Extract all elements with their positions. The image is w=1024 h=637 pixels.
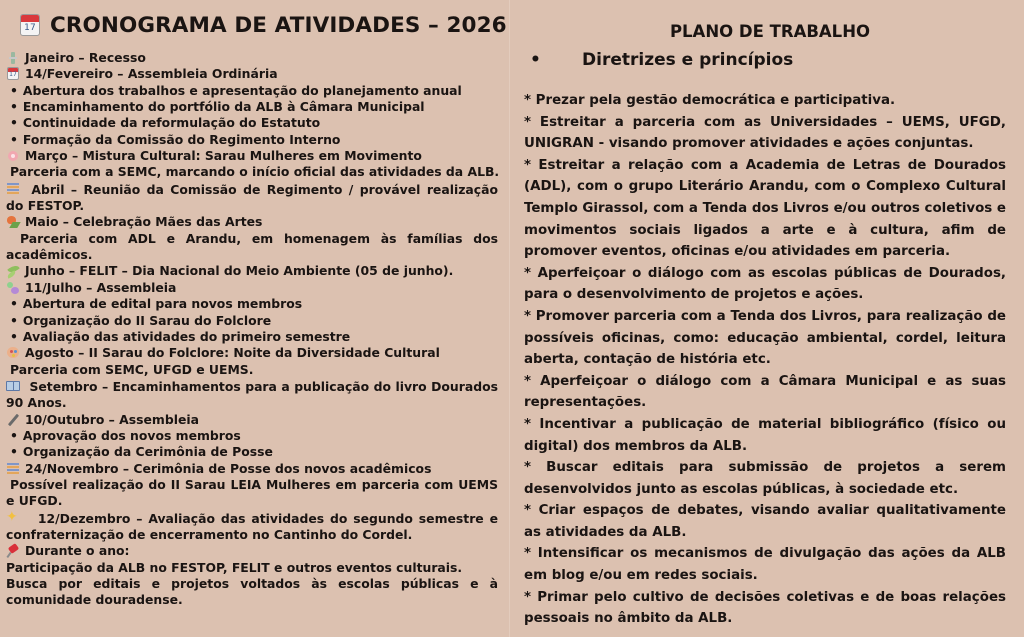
entry-maio: Maio – Celebração Mães das Artes — [6, 214, 498, 230]
cronograma-title — [20, 8, 507, 42]
entry-detail: Busca por editais e projetos voltados às escolas públicas e à comunidade douradense. — [6, 576, 498, 608]
plano-subtitle — [520, 46, 1006, 74]
palette-icon — [6, 346, 20, 360]
bouquet-icon — [6, 215, 20, 229]
calendar-icon: 17 — [6, 67, 20, 81]
bullet-item: • Aprovação dos novos membros — [10, 427, 241, 443]
entry-abril: Abril – Reunião da Comissão de Regimento / provável realização do FESTOP. — [6, 181, 498, 214]
sparkle-icon — [6, 511, 20, 525]
flower-icon — [6, 149, 20, 163]
entry-detail: Parceria com a SEMC, marcando o início oficial das atividades da ALB. — [10, 164, 500, 180]
candle-icon — [6, 51, 20, 65]
entry-detail: Possível realização do II Sarau LEIA Mulheres em parceria com UEMS e UFGD. — [6, 476, 498, 509]
bullet-item: • Formação da Comissão do Regimento Interno — [10, 131, 341, 147]
plano-title: PLANO DE TRABALHO — [669, 22, 871, 41]
hearts-icon — [6, 281, 20, 295]
cronograma-list — [6, 50, 498, 609]
plano-item: * Aperfeiçoar o diálogo com a Câmara Municipal e as suas representações. — [524, 373, 1006, 411]
plano-item: * Incentivar a publicação de material bibliográfico (físico ou digital) dos membros da ALB. — [524, 416, 1006, 454]
plano-item: * Estreitar a parceria com as Universidades – UEMS, UFGD, UNIGRAN - visando promover atividades e ações conjuntas. — [524, 114, 1006, 152]
entry-outubro: 10/Outubro – Assembleia — [6, 412, 498, 428]
leaf-icon — [6, 264, 20, 278]
bullet-item: • Abertura de edital para novos membros — [10, 296, 303, 312]
entry-julho: 11/Julho – Assembleia — [6, 280, 498, 296]
plano-list — [520, 90, 1006, 630]
entry-durante-o-ano: Durante o ano: — [6, 543, 498, 559]
bullet-icon: • — [530, 50, 541, 70]
plano-item: * Estreitar a relação com a Academia de Letras de Dourados (ADL), com o grupo Literário Arandu, com o Complexo Cultural Templo Girassol, com a Tenda dos Livros e/ou outros coletivos e movimentos sociais ligados a arte e à cultura, afim de promover eventos, oficinas e/ou atividades em parceria. — [524, 157, 1006, 260]
book-icon — [6, 379, 20, 393]
bullet-item: • Organização da Cerimônia de Posse — [10, 444, 273, 460]
entry-setembro: Setembro – Encaminhamentos para a publicação do livro Dourados 90 Anos. — [6, 378, 498, 411]
entry-junho: Junho – FELIT – Dia Nacional do Meio Ambiente (05 de junho). — [6, 263, 498, 279]
calendar-icon: 17 — [20, 14, 40, 36]
cronograma-title-text: CRONOGRAMA DE ATIVIDADES – 2026 — [50, 12, 507, 38]
entry-marco: Março – Mistura Cultural: Sarau Mulheres em Movimento — [6, 148, 498, 164]
plano-item: * Primar pelo cultivo de decisões coletivas e de boas relações pessoais no âmbito da ALB. — [524, 589, 1006, 627]
pen-icon — [6, 413, 20, 427]
entry-detail: Parceria com ADL e Arandu, em homenagem às famílias dos acadêmicos. — [6, 230, 498, 263]
plano-item: * Intensificar os mecanismos de divulgação das ações da ALB em blog e/ou em redes sociais. — [524, 546, 1006, 584]
plano-item: * Aperfeiçoar o diálogo com as escolas públicas de Dourados, para o desenvolvimento de projetos e ações. — [524, 265, 1006, 303]
entry-detail: Participação da ALB no FESTOP, FELIT e outros eventos culturais. — [6, 559, 463, 575]
entry-fevereiro: 17 14/Fevereiro – Assembleia Ordinária — [6, 66, 498, 82]
entry-agosto: Agosto – II Sarau do Folclore: Noite da Diversidade Cultural — [6, 345, 498, 361]
plano-item: * Promover parceria com a Tenda dos Livros, para realização de possíveis oficinas, como: educação ambiental, cordel, leitura aberta, contação de história etc. — [524, 308, 1006, 368]
entry-janeiro: Janeiro – Recesso — [6, 50, 498, 66]
entry-novembro: 24/Novembro – Cerimônia de Posse dos novos acadêmicos — [6, 461, 498, 477]
books-icon — [6, 182, 20, 196]
bullet-item: • Organização do II Sarau do Folclore — [10, 312, 272, 328]
plano-item: * Prezar pela gestão democrática e participativa. — [524, 93, 896, 108]
entry-dezembro: ✦ 12/Dezembro – Avaliação das atividades do segundo semestre e confraternização de encerramento no Cantinho do Cordel. — [6, 510, 498, 544]
plano-item: * Criar espaços de debates, visando avaliar qualitativamente as atividades da ALB. — [524, 503, 1006, 540]
plano-item: * Buscar editais para submissão de projetos a serem desenvolvidos junto as escolas públicas, à sociedade etc. — [524, 460, 1006, 497]
plano-section — [506, 0, 1024, 637]
bullet-item: • Abertura dos trabalhos e apresentação do planejamento anual — [10, 82, 462, 98]
bullet-item: • Continuidade da reformulação do Estatuto — [10, 115, 321, 131]
books-icon — [6, 462, 20, 476]
plano-subtitle-text: Diretrizes e princípios — [582, 50, 794, 70]
bullet-item: • Encaminhamento do portfólio da ALB à Câmara Municipal — [10, 99, 425, 115]
cronograma-section — [0, 0, 506, 637]
entry-detail: Parceria com SEMC, UFGD e UEMS. — [10, 361, 254, 377]
bullet-item: • Avaliação das atividades do primeiro semestre — [10, 328, 351, 344]
pushpin-icon — [6, 544, 20, 558]
